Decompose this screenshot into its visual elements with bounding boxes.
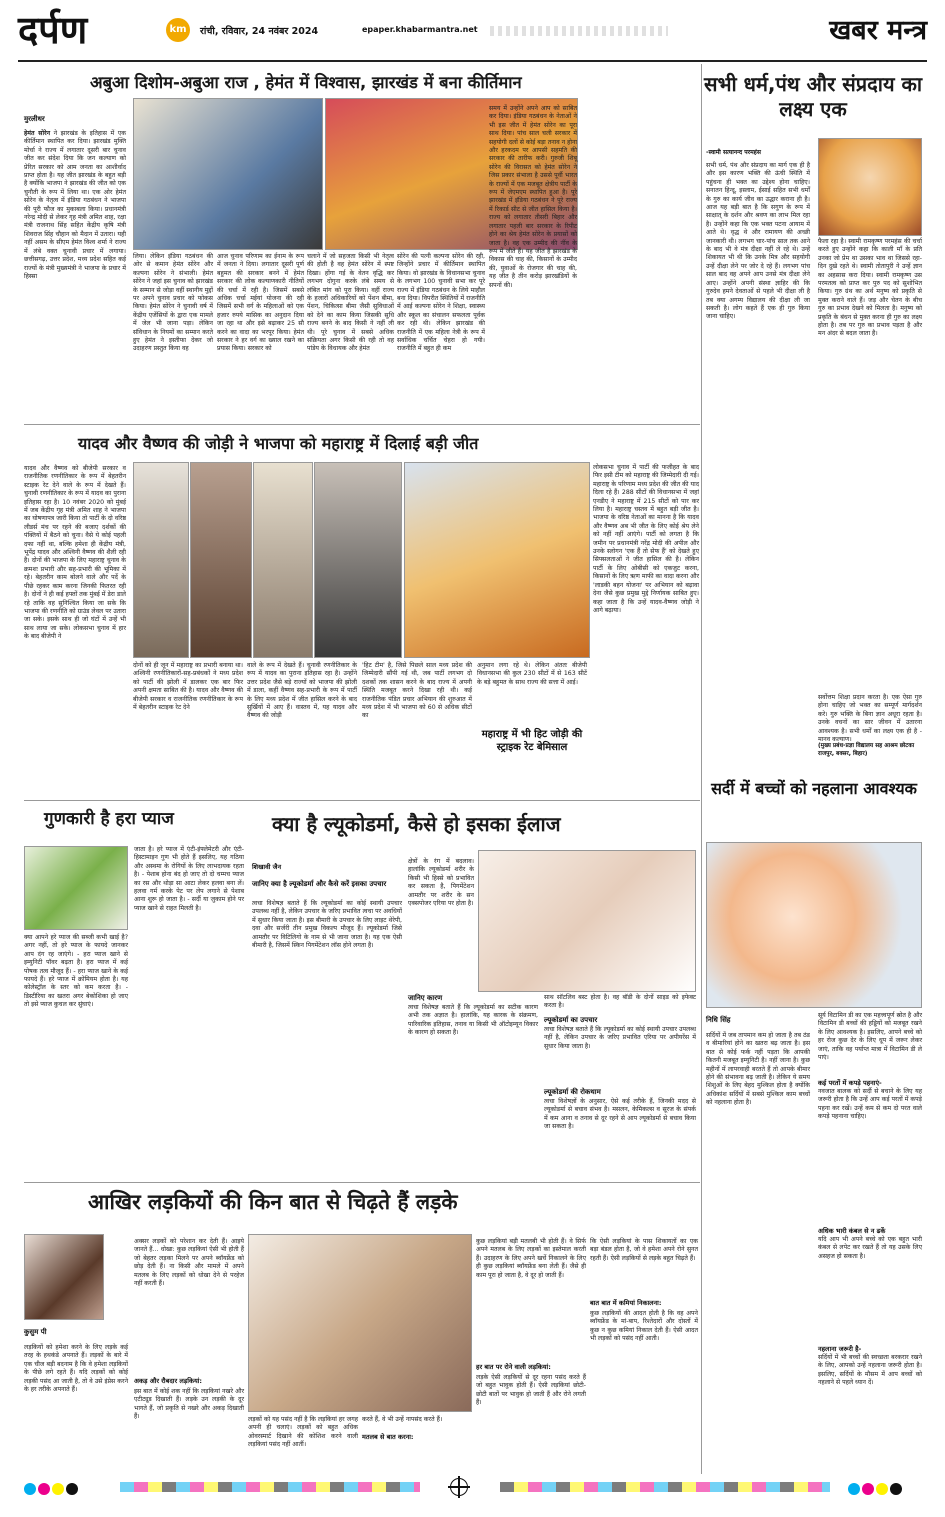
story6-photo-baby [706, 842, 922, 1008]
story6-sub1: कई परतों में कपड़े पहनाएं- [818, 1079, 882, 1087]
registration-dot [862, 1483, 874, 1495]
story5-subheading: जानिए क्या है ल्यूकोडर्मा और कैसे करें इसका उपचार [252, 880, 387, 888]
story7-photo-author [24, 1234, 104, 1320]
story1-col5: सोरेन की पत्नी कल्पना सोरेन की रही, जिन्होंने प्रचार में कीर्तिमान स्थापित किया। वो झारखंड के विधानसभा चुनाव के लगभग 100 चुनावी सभा कर पूरे राज्य में इंडिया गठबंधन के लिये माहौल बना दिया। विपरीत स्थितियों में राजनीति में आई कल्पना सोरेन ने शिक्षा, स्वास्थ्य और स्कूल का संचालन सफलता पूर्वक कर रही थी। लेकिन झारखंड की राजनीति में एक महिला नेत्री के रूप में सर्वाधिक चर्चित चेहरा हो गयी। राजनीति में बहुत ही कम [397, 253, 485, 353]
story5-col3: त्वचा विशेषज्ञ बताते हैं कि ल्यूकोडर्मा का सटीक कारण अभी तक अज्ञात है। हालांकि, यह कारक के संक्रमण, पारिवारिक इतिहास, तनाव या किसी भी ऑटोइम्यून विकार के कारण हो सकता है। [408, 1004, 538, 1037]
story1-col1: हेमंत सोरेन ने झारखंड के इतिहास में एक कीर्तिमान स्थापित कर दिया। झारखंड मुक्ति मोर्चा ने राज्य में लगातार दूसरी बार चुनाव जीत कर संदेश दिया कि जन कल्याण को प्रेरित सरकार को आम जनता का आशीर्वाद प्राप्त होता है। यह जीत झारखंड के बहुत बड़ी है क्योंकि भाजपा ने झारखंड की जीत को एक चुनौती के रूप में लिया था। एक ओर हेमंत सोरेन के नेतृत्व में इंडिया गठबंधन ने भाजपा की पूरी फौज का मुकाबला किया। प्रधानमंत्री नरेन्द्र मोदी से लेकर गृह मंत्री अमित शाह, रक्षा मंत्री राजनाथ सिंह सहित केंद्रीय कृषि मंत्री शिवराज सिंह चौहान को मैदान में उतारा। यही नहीं असम के सीएम हेमंत विश्व शर्मा ने राज्य में लंबे वक्त चुनावी प्रचार में लगाया। छत्तीसगढ़, उत्तर प्रदेश, मध्य प्रदेश सहित कई राज्यों के मंत्री मुख्यमंत्री ने भाजपा के प्रचार में हिस्सा [24, 130, 126, 280]
story5-col6: त्वचा विशेषज्ञों के अनुसार, ऐसे कई तरीके हैं, जिनकी मदद से ल्यूकोडर्मा से बचाव संभव है। मसलन, केमिकल्स व सूरज के संपर्क में कम आना व तनाव से दूर रहने से आप ल्यूकोडर्मा से बचाव किया जा सकता है। [544, 1098, 696, 1131]
footer-color-strip-2 [500, 1482, 830, 1492]
epaper-url[interactable]: epaper.khabarmantra.net [362, 25, 478, 34]
story1-lead-name: हेमंत सोरेन [24, 130, 51, 137]
story6-col4: यदि आप भी अपने बच्चे को एक बहुत भारी कंबल से लपेट कर रखते हैं तो यह उसके लिए असहज हो सकता है। [818, 1236, 922, 1260]
story3-col5: अनुमान लगा रहे थे। लेकिन अंततः बीजेपी विधानसभा की कुल 230 सीटों में से 163 सीटें के बड़े बहुमत के साथ राज्य की सत्ता में आई। [477, 662, 587, 686]
story6-sub2: अधिक भारी कंबल से न ढकें [818, 1227, 886, 1235]
story3-col2: दोनों को ही जून में महाराष्ट्र का प्रभारी बनाया था। अश्विनी रणनीतिकारों-सह-प्रबंधकों ने मध्य प्रदेश को पार्टी की झोली में डालकर एक बार फिर अपनी क्षमता साबित की है। यादव और वैष्णव की बीजेपी सरकार व राजनीतिक रणनीतिकार के रूप में बेहतरीन स्टाइक रेट देने [133, 662, 243, 712]
story1-col4: चलाने में जो सहजता किसी भी नेतृत्व की होती है वह हेमंत सोरेन में स्पष्ट दिखा। होंगा गई के वेतन वृद्धि कर लगभग दोगुना करके लंबे समय से लंबित मांग को पूरा किया। वहीं राज्य के हजारों अधिकारियों को पेंशन बीमा, पेंशन, चिकित्सा बीमा जैसी सुविधाओं को देने का काम किया जिसकी सुधि राज्य बनने के बाद किसी ने नहीं ली थी। पूरे चुनाव में सबसे अधिक संक्रियता अगर किसी की रही तो वह पांडेय के विधायक और हेमंत [307, 253, 394, 353]
story5-col5: त्वचा विशेषज्ञ बताते हैं कि ल्यूकोडर्मा का कोई स्थायी उपचार उपलब्ध नहीं है, लेकिन उपचार के जरिए प्रभावित एरिया पर अपीयरेंस में सुधार किया जाता है। [544, 1026, 696, 1050]
story7-col6: कुछ लड़कियां बड़ी मतलबी भी होती हैं। वे सिर्फ अपने मतलब के लिए लड़कों का इस्तेमाल करती हैं। उदाहरण के लिए अपने खर्चे निकालने के लिए ही कुछ लड़कियां ब्वॉयफ्रेंड बना लेती हैं। जैसे ही काम पूरा हो जाता है, वे दूर हो जाती हैं। [476, 1238, 586, 1279]
story5-headline: क्या है ल्यूकोडर्मा, कैसे हो इसका ईलाज [272, 812, 561, 836]
story6-byline: निधि सिंह [706, 1016, 731, 1024]
story5-col1: त्वचा विशेषज्ञ बताते हैं कि ल्यूकोडर्मा का कोई स्थायी उपचार उपलब्ध नहीं है, लेकिन उपचार के जरिए प्रभावित त्वचा पर अवधियों में सुधार किया जाता है। इस बीमारी के उपचार के लिए लाइट थेरेपी, दवा और सर्जरी तीन प्रमुख विकल्प मौजूद हैं। ल्यूकोडर्मा जिसे आमतौर पर विटिलिगो के नाम से भी जाना जाता है। यह एक ऐसी बीमारी है, जिसमें स्किन पिगमेंटेशन लॉस होने लगता है। [252, 900, 402, 950]
story1-col2: लिया। लेकिन इंडिया गठबंधन की ओर से कमान हेमंत सोरेन और कल्पना सोरेन ने संभाली। हेमंत सोरेन ने जहां इस चुनाव को झारखंड के सम्मान से जोड़ा वहीं स्थानीय मुद्दों पर अपने चुनाव प्रचार को फोकस किया। हेमंत सोरेन ने चुनावी वर्ष में केंद्रीय एजेंसियों के द्वारा एक मामले में जेल भी जाना पड़ा। लेकिन संविधान के नियमों का सम्मान करते हुए हेमंत ने इस्तीफा देकर जो उदाहरण प्रस्तुत किया वह [133, 253, 213, 353]
story7-sub2: मतलब से बात करना: [362, 1433, 414, 1441]
registration-dot [848, 1483, 860, 1495]
registration-dot [38, 1483, 50, 1495]
story5-sub4: ल्यूकोडर्मा की रोकथाम [544, 1088, 601, 1096]
registration-dot [66, 1483, 78, 1495]
story7-col7: लड़के ऐसी लड़कियों से दूर रहना पसंद करते हैं जो बहुत भावुक होती हैं। ऐसी लड़कियां छोटी-छोटी बातों पर भावुक हो जाती हैं और रोने लगती हैं। [476, 1374, 586, 1407]
story3-col4: 'हिट टीम' है, जिसे पिछले साल मध्य प्रदेश की जिम्मेदारी सौंपी गई थी, जब पार्टी लगभग दो दशकों तक शासन करने के बाद राज्य में अपनी स्थिति मजबूत करने दिखा रही थी। कई राजनीतिक पंडित प्रचार अभियान की शुरुआत में मध्य प्रदेश में भी भाजपा को 60 से अधिक सीटों का [362, 662, 472, 720]
story2-col1: सभी धर्म, पंथ और संप्रदाय का मार्ग एक ही है और इस कारण भक्ति की ऊंची स्थिति में पहुंचना ही भक्त का उद्देश्य होना चाहिए। सनातन हिन्दू, इस्लाम, ईसाई सहित सभी धर्मों के गुरु का कार्य जीव का उद्धार कराना ही है। आज यह बड़ी बात है कि सगुण के रूप में साक्षात् के दर्शन और श्रवण का लाभ मिल रहा है। उन्होंने कहा कि एक भक्त पटना आयाम में आते थे। वृद्ध थे और रामायण की अच्छी जानकारी थी। लगभग चार-पांच साल तक आने के बाद भी वे मंत्र दीक्षा नहीं ले रहे थे। उन्हें शिकायत भी थी कि उनके मित्र और सहयोगी उन्हें दीक्षा लेने पर जोर दे रहे हैं। लगभग पांच साल बाद वह अपने आप उनसे मंत्र दीक्षा लेने आए। उन्होंने अपनी संस्था ज्ञाहिर की कि गुरुदेव हमने देवताओं से पहले भी दीक्षा ली है तब क्या अगम्य विद्यालय की दीक्षा ली जा सकती है। लोग कहते हैं एक ही गुरु किया जाना चाहिए। [706, 162, 810, 321]
story7-col4: लड़कों को यह पसंद नहीं है कि लड़कियां हर जगह अपनी ही चलाएं। लड़कों को बहुत अधिक ओवरस्मार्ट दिखाने की कोशिश करने वाली लड़कियां पसंद नहीं आतीं। [248, 1416, 358, 1449]
story2-col2: फैला रहा है। स्वामी रामकृष्ण परमहंस की चर्चा करते हुए उन्होंने कहा कि काली माँ के प्रति उनका जो प्रेम था उसका भाव था जिससे रहा-दिन दुखे रहते थे। स्वामी तोतापुरी ने उन्हें ज्ञान का अहसास करा दिया। स्वामी रामकृष्ण उस परमतत्व को प्राप्त कर पुरु पद को सुशोभित किया। गुरु ग्रंथ का अर्थ मनुष्य को प्रकृति से मुक्त कराने वाले हैं। जड़ और चेतन के बीच गुरु का प्रभाव देखने को मिलता है। मनुष्य को प्रकृति के बंधन से मुक्त करना ही गुरु का लक्ष्य होता है। तब पर गुरु का प्रभाव पड़ता है और मन अंदर से बदल जाता है। [818, 238, 922, 338]
story6-sub3: नहलाना जरूरी है- [818, 1345, 862, 1353]
story7-sub4: बात बात में कमियां निकालना: [590, 1299, 662, 1307]
story4-col2: जाता है। हरे प्याज में एंटी-इंफ्लेमेटरी और एंटी-हिस्टामाइन गुण भी होते हैं इसलिए, यह गठिया और अस्थमा के रोगियों के लिए लाभदायक रहता है। - पेशाब होना बंद हो जाए तो दो चम्मच प्याज का रस और थोड़ा सा आटा लेकर हलवा बना लें। हलवा गर्म करके पेट पर लेप लगाने से पेशाब आना शुरू हो जाता है। - सर्दी या जुकाम होने पर प्याज खाने से राहत मिलती है। [134, 846, 244, 912]
story1-byline: मुरलीधर [24, 115, 45, 123]
story6-col2: सूर्य विटामिन डी का एक महत्त्वपूर्ण स्रोत है और विटामिन डी बच्चों की हड्डियों को मजबूत रखने के लिए आवश्यक है। इसलिए, आपने बच्चे को हर रोज कुछ देर के लिए धूप में जरूर लेकर जाएं, ताकि वह पर्याप्त मात्रा में विटामिन डी ले पाएं। [818, 1012, 922, 1062]
story5-sub3: ल्यूकोडर्मा का उपचार [544, 1016, 598, 1024]
story7-sub1: अकड़ और रौबदार लड़कियां: [134, 1377, 202, 1385]
story7-col2: अक्सर लड़कों को परेशान कर देती हैं। आइये जानते हैं... धोखा: कुछ लड़कियां ऐसी भी होती हैं जो बेहतर लड़का मिलने पर अपने ब्वॉयफ्रेंड को छोड़ देती हैं। ना किसी और मामले में अपने मतलब के लिए लड़कों को धोखा देने से परहेज नहीं करती हैं। [134, 1238, 244, 1288]
story7-col5: करते हैं, वे भी उन्हें नापसंद करते हैं। [362, 1416, 443, 1423]
story7-headline: आखिर लड़कियों की किन बात से चिढ़ते हैं लड़के [88, 1190, 458, 1214]
story4-photo-onion [24, 846, 128, 930]
masthead-rule [18, 60, 927, 62]
story3-footer-note: (मुख्य प्रबंध-प्रज्ञा विद्यालय सह आश्रम छोटका राजपुर, बक्सर, बिहार) [818, 743, 915, 757]
page-crosshair-icon [450, 1478, 468, 1496]
registration-dot [876, 1483, 888, 1495]
story6-col3: नवजात बालक को सर्दी से बचाने के लिए यह जरूरी होता है कि उन्हें आप कई परतों में कपड़े पहना कर रखें। उन्हें कम से कम दो परत वाले कपड़े पहनाना चाहिए। [818, 1088, 922, 1121]
story5-col4: साथ सॉटलिव बस्ट होता है। वह बॉडी के दोनों साइड को इफेक्ट करता है। [544, 994, 696, 1010]
section-rule-3 [24, 1182, 700, 1183]
story5-byline: शिखावी जैन [252, 863, 282, 871]
date-line: रांची, रविवार, 24 नवंबर 2024 [200, 26, 319, 37]
story3-photo-leader3 [253, 462, 313, 658]
story6-col5: सर्दियों में भी बच्चों की स्वच्छता बरकरार रखने के लिए, आपको उन्हें नहलाना जरूरी होता है। इसलिए, सर्दियों के मौसम में आप बच्चों को नहलाने से पहले ध्यान दें। [818, 1354, 922, 1387]
story7-col1: लड़कियों को हमेशा करने के लिए लड़के कई तरह के हथकंडे अपनाते हैं। लड़कों के बारे में एक चीज बड़ी बदनाम है कि वे हमेशा लड़कियों के पीछे लगे रहते हैं। यदि लड़कों को कोई लड़की पसंद आ जाती है, तो वे उसे इंप्रेस करने के हर तरीके अपनाते हैं। [24, 1344, 128, 1394]
story6-headline: सर्दी में बच्चों को नहलाना आवश्यक [711, 779, 917, 798]
story5-col2: क्षेत्रों के रंग में बदलाव। हालांकि ल्यूकोडर्मा शरीर के किसी भी हिस्से को प्रभावित कर सकता है, पिगमेंटेशन आमतौर पर शरीर के सन एक्सपोजर एरिया पर होता है। [408, 858, 474, 908]
paper-name: खबर मन्त्र [829, 15, 927, 46]
story3-subheading: महाराष्ट्र में भी हिट जोड़ी की स्ट्राइक रेट बेमिसाल [481, 729, 583, 753]
story4-headline: गुणकारी है हरा प्याज [44, 809, 174, 829]
story4-col1: क्या आपने हरे प्याज की सब्जी कभी खाई है? अगर नहीं, तो हरे प्याज के फायदे जानकर आप दंग रह जाएंगे। - हरा प्याज खाने से इम्युनिटी पॉवर बढ़ता है। हरा प्याज में कई पोषक तत्व मौजूद हैं। - हरा प्याज खाने के कई फायदे हैं। हरे प्याज में क्रोमियम होता है। यह कोलेस्ट्रॉल के स्तर को कम करता है। - डिस्टीरिया का खतरा अगर बेकोशिका हो जाए तो इसे प्याज कुचल कर सुंघाएं। [24, 934, 128, 1009]
column-rule-right [701, 64, 702, 1474]
footer-color-strip-1 [120, 1482, 420, 1492]
registration-dot [24, 1483, 36, 1495]
story7-col3: इस बात में कोई शक नहीं कि लड़कियां नखरे और एटीट्यूड दिखाती हैं। लड़के उन लड़की के दूर भागते हैं, जो प्रकृति से नखरे और अकड़ दिखाती हैं। [134, 1388, 244, 1421]
section-rule-2 [24, 800, 700, 801]
story3-headline: यादव और वैष्णव की जोड़ी ने भाजपा को महाराष्ट्र में दिलाई बड़ी जीत [78, 434, 479, 453]
registration-dot [52, 1483, 64, 1495]
story3-photo-leader1 [133, 462, 189, 658]
story2-portrait [818, 138, 922, 236]
story1-headline: अबुआ दिशोम-अबुआ राज , हेमंत में विश्वास, झारखंड में बना कीर्तिमान [90, 73, 522, 92]
story7-photo-couple [248, 1234, 472, 1412]
story1-photo-left [133, 98, 323, 250]
story5-photo-skin [478, 850, 696, 992]
story3-photo-leader4 [314, 462, 402, 658]
footer-color-marks-left [24, 1480, 80, 1494]
story5-sub2: जानिए कारण [408, 994, 443, 1002]
footer-color-marks-right [848, 1480, 904, 1494]
story2-byline: -स्वामी सत्यानन्द परमहंस [706, 149, 761, 156]
story1-col3: आज चुनाव परिणाम का ईनाम के रूप में जनता ने दिया। लगातार दूसरी पूर्ण बहुमत की सरकार बनने में हेमंत सरकार की लोक कल्याणकारी नीतियों की चर्चा में रही है। जिसमें सबसे अधिक चर्चा मईयां योजना की रही जिसमें सभी वर्ग के महिलाओं को एक हजार रुपये मासिक का अनुदान दिया जा रहा था और इसे बढ़ाकर 25 सौ करने का वादा का भरपूर किया। हेमंत सरकार ने हर वर्ग का ख्याल रखने का प्रयास किया। सरकार को [217, 253, 304, 353]
story3-col6: लोकसभा चुनाव में पार्टी की फजीहत के बाद फिर इसी टीम को महाराष्ट्र की जिम्मेदारी दी गई। महाराष्ट्र के परिणाम मध्य प्रदेश की जीत की याद दिला रहे हैं। 288 सीटों की विधानसभा में जहां एनडीए ने महाराष्ट्र में 215 सीटों को पार कर लिया है। महाराष्ट्र चस्तव में बहुत बड़ी जीत है। भाजपा के वरिष्ठ नेताओं का मानना है कि यादव और वैष्णव अब भी जीत के लिए कोई श्रेय लेने को नहीं नहीं आएंगे। पार्टी को लगता है कि जमीन पर प्रधानमंत्री नरेंद्र मोदी की अपील और उनके स्लोगन 'एक हैं तो सेफ हैं' को देखते हुए सिफ्सलताओं ने जीत हासिल की है। लेकिन पार्टी के लिए ओबीसी को एकजुट करना, किसानों के लिए ऋण माफी का वादा करना और 'लाडकी बहन योजना' पर अभियान को बढ़ावा देना जैसे कुछ प्रमुख मुद्दे निर्णायक साबित हुए। कहा जाता है कि उन्हें यादव-वैष्णव जोड़ी ने आगे बढ़ाया। [593, 464, 699, 614]
story6-col1: सर्दियों में जब तापमान कम हो जाता है तब ठंड व बीमारियां होने का खतरा बढ़ जाता है। इस बात से कोई फर्क नहीं पड़ता कि आपकी कितनी मजबूत इम्युनिटी है। नहीं जाना है। कुछ महीनों में लापरवाही बरतते हैं तो आपके बीमार होने की संभावना बढ़ जाती है। लेकिन ये समय शिशुओं के लिए बेहद मुश्किल होता है क्योंकि अधिकांश सर्दियों में सबसे मुश्किल काम बच्चों को नहलाना होता है। [706, 1032, 810, 1107]
section-rule-1 [24, 424, 700, 425]
story2-headline: सभी धर्म,पंथ और संप्रदाय का लक्ष्य एक [703, 72, 923, 121]
brand-badge: km [166, 18, 190, 42]
registration-dot [890, 1483, 902, 1495]
masthead-logo: दर्पण [18, 7, 88, 52]
story1-col6: समय में उन्होंने अपने आप को साबित कर दिया। इंडिया गठबंधन के नेताओं ने भी इस जीत में हेमंत सोरेन का पूरा साथ दिया। पांच साल चली सरकार में सहयोगी दलों से कोई बड़ा तनाव न होना और हरकदम पर आपसी सहमति की सरकार की तारीफ करी। गुरुजी शिबू सोरेन की विरासत को हेमंत सोरेन ने जिस प्रकार संभाला है उससे पूर्वी भारत के राज्यों में एक मजबूत क्षेत्रीय पार्टी के रूप में जेएमएम स्थापित हुआ है। पूरे झारखंड में इंडिया गठबंधन ने पूरे राज्य में रिकार्ड सीट से जीत हासिल किया है। राज्य को लगातार तीसरी बिहार और लगातार पहली बार सरकार के रिपीट होने का श्रेय हेमंत सोरेन के प्रयासों को जाता है। वह एक उम्मीद की नींव के रूप में जीते हैं। यह जीत है झारखंड के विकास की चाह की, किसानों के उम्मीद की, युवाओं के रोजगार की चाह की, यह जीत है तीन करोड़ झारखंडियों के सपनों की। [489, 105, 577, 289]
story7-sub3: हर बात पर रोने वाली लड़कियां: [476, 1363, 551, 1371]
masthead-ornament [490, 26, 668, 36]
story7-byline: कुसुम पी [24, 1328, 47, 1336]
story3-photo-modi [404, 462, 590, 658]
story3-col7: सर्वोत्तम शिक्षा प्रदान करता है। एक ऐसा गुरु होना चाहिए जो भक्त का सम्पूर्ण मार्गदर्शन करे। गुरु भक्ति के बिना ज्ञान अधूरा रहता है। उनके वचनों का सार जीवन में उतारना आवश्यक है। सभी धर्मों का लक्ष्य एक ही है - मानव कल्याण। [818, 694, 922, 744]
story3-photo-leader2 [190, 462, 252, 658]
story7-col8: कि ऐसी लड़कियां के पास शिकायतों का एक बड़ा बंडल होता है, जो वे हमेशा अपने रोने सुनत रहती हैं। ऐसी लड़कियों से लड़के बहुत चिढ़ते हैं। [590, 1238, 698, 1262]
story7-col9: कुछ लड़कियों की आदत होती है कि वह अपने ब्वॉयफ्रेंड के मां-बाप, रिश्तेदारों और दोस्तों में कुछ न कुछ कमियां निकाल देती हैं। ऐसी आदत भी लड़कों को पसंद नहीं आती। [590, 1310, 698, 1343]
masthead [14, 4, 931, 60]
story3-col3: वाले के रूप में देखते हैं। चुनावी रणनीतिकार के रूप में यादव का पुराना इतिहास रहा है। उन्होंने उत्तर प्रदेश जैसे बड़े राज्यों को भाजपा की झोली में डाला, कहीं वैष्णव सह-प्रभारी के रूप में पार्टी के लिए मध्य प्रदेश में जीत हासिल करने के बाद सुर्खियों में आए हैं। वास्तव में, यह यादव और वैष्णव की जोड़ी [247, 662, 357, 720]
story3-col1: यादव और वैष्णव को बीजेपी सरकार व राजनीतिक रणनीतिकार के रूप में बेहतरीन स्टाइक रेट देने वाले के रूप में देखते हैं। चुनावी रणनीतिकार के रूप में यादव का पुराना इतिहास रहा है। 10 नवंबर 2020 को मुंबई में जब केंद्रीय गृह मंत्री अमित शाह ने भाजपा का घोषणापत्र जारी किया तो पार्टी के दो वरिष्ठ लीडर्स मंच पर रहने की बजाए दर्शकों की पंक्तियों में बैठने को चुना। वैसे ये कोई पहली दफा नहीं था, बल्कि हमेशा ही केंद्रीय मंत्री, भूपेंद्र यादव और अश्विनी वैष्णव की शैली रही है। दोनों की भाजपा के लिए महाराष्ट्र चुनाव के क्रमशः प्रभारी और सह-प्रभारी की भूमिका में रहे। बेहतरीन काम बोलने वाले और पर्दे के पीछे रहकर काम करना जिनकी फितरत रही है। दोनों ने ही कई हफ्तों तक मुंबई में डेरा डाले रहे ताकि वह सुनिश्चित किया जा सके कि भाजपा की रणनीति को ग्राउंड लेवल पर उतारा जा सके। इसके साथ ही जो घंटों में उन्हें भी साथ लाया जा सके। लोकसभा चुनाव में हार के बाद बीजेपी ने [24, 465, 126, 641]
